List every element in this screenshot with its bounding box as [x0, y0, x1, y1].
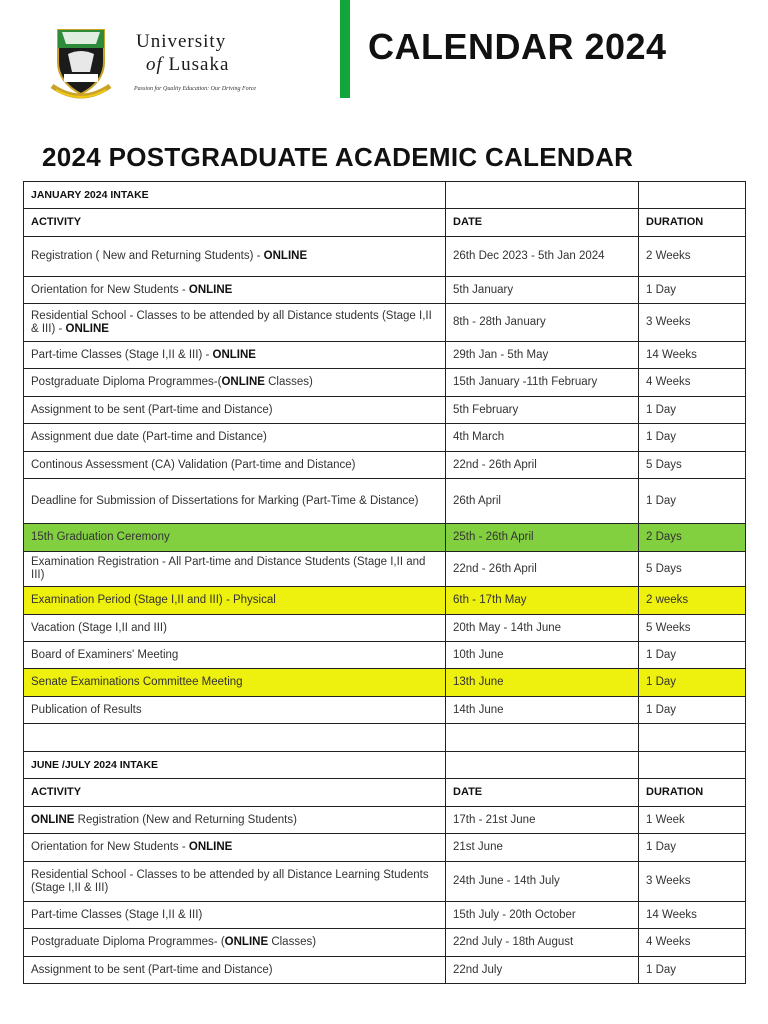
activity-text: ACTIVITY: [31, 786, 82, 798]
table-row: [24, 615, 746, 642]
table-row: [24, 524, 746, 552]
activity-cell: [24, 902, 446, 929]
activity-text: Part-time Classes (Stage I,II & III): [31, 908, 203, 921]
date-cell: 15th July - 20th October: [446, 902, 639, 929]
university-logo: [50, 24, 290, 104]
duration-cell: 1 Day: [639, 642, 746, 669]
duration-cell: 1 Day: [639, 424, 746, 452]
activity-cell: [24, 237, 446, 277]
date-cell: 20th May - 14th June: [446, 615, 639, 642]
date-cell: 10th June: [446, 642, 639, 669]
table-row: [24, 587, 746, 615]
activity-text: Examination Period (Stage I,II and III) - Physical: [31, 594, 276, 606]
duration-cell: [639, 182, 746, 209]
activity-text: Continous Assessment (CA) Validation (Part-time and Distance): [31, 458, 356, 471]
date-cell: 21st June: [446, 834, 639, 862]
date-cell: 14th June: [446, 697, 639, 724]
activity-cell: [24, 479, 446, 524]
duration-cell: 1 Day: [639, 697, 746, 724]
table-row: [24, 929, 746, 957]
online-label: ONLINE: [31, 813, 75, 826]
page-title: 2024 POSTGRADUATE ACADEMIC CALENDAR: [42, 142, 634, 172]
activity-text: Assignment to be sent (Part-time and Distance): [31, 963, 273, 976]
activity-cell: [24, 304, 446, 342]
university-name-of: of: [146, 54, 163, 75]
duration-cell: 2 Weeks: [639, 237, 746, 277]
activity-text: Residential School - Classes to be attended by all Distance students (Stage I,II & III) -: [31, 309, 432, 335]
activity-cell: [24, 209, 446, 237]
table-row: [24, 697, 746, 724]
duration-cell: DURATION: [639, 779, 746, 807]
accent-divider: [340, 0, 350, 98]
activity-text: Orientation for New Students -: [31, 841, 189, 853]
date-cell: 5th February: [446, 397, 639, 424]
date-cell: 5th January: [446, 277, 639, 304]
date-cell: 25th - 26th April: [446, 524, 639, 552]
activity-cell: [24, 397, 446, 424]
duration-cell: 5 Weeks: [639, 615, 746, 642]
date-cell: [446, 724, 639, 752]
duration-cell: 1 Day: [639, 397, 746, 424]
table-row: [24, 277, 746, 304]
online-label: ONLINE: [263, 250, 308, 262]
activity-text: Vacation (Stage I,II and III): [31, 621, 167, 634]
date-cell: 29th Jan - 5th May: [446, 342, 639, 369]
table-row: [24, 304, 746, 342]
spacer-row: [24, 724, 746, 752]
duration-cell: 1 Day: [639, 669, 746, 697]
university-crest-icon: [50, 24, 112, 100]
header-title: CALENDAR 2024: [368, 26, 667, 67]
duration-cell: 4 Weeks: [639, 369, 746, 397]
table-row: [24, 397, 746, 424]
date-cell: 24th June - 14th July: [446, 862, 639, 902]
table-row: [24, 862, 746, 902]
table-row: [24, 834, 746, 862]
activity-text-suffix: Classes): [268, 936, 317, 948]
duration-cell: 1 Day: [639, 277, 746, 304]
date-cell: 13th June: [446, 669, 639, 697]
date-cell: DATE: [446, 779, 639, 807]
online-label: ONLINE: [212, 348, 256, 361]
activity-text: Registration ( New and Returning Students) -: [31, 250, 264, 262]
date-cell: 26th April: [446, 479, 639, 524]
activity-cell: [24, 182, 446, 209]
activity-cell: [24, 524, 446, 552]
duration-cell: 2 weeks: [639, 587, 746, 615]
duration-cell: 2 Days: [639, 524, 746, 552]
activity-cell: [24, 615, 446, 642]
activity-text: Assignment due date (Part-time and Distance): [31, 431, 267, 443]
activity-text: Registration (New and Returning Students): [74, 813, 297, 826]
date-cell: 22nd July - 18th August: [446, 929, 639, 957]
duration-cell: 1 Day: [639, 479, 746, 524]
activity-cell: [24, 752, 446, 779]
date-cell: 22nd July: [446, 957, 639, 984]
online-label: ONLINE: [188, 841, 233, 853]
duration-cell: [639, 752, 746, 779]
duration-cell: 5 Days: [639, 552, 746, 587]
university-name-lusaka: Lusaka: [168, 54, 230, 75]
date-cell: 22nd - 26th April: [446, 452, 639, 479]
duration-cell: 14 Weeks: [639, 342, 746, 369]
activity-cell: [24, 342, 446, 369]
activity-cell: [24, 697, 446, 724]
table-row: [24, 552, 746, 587]
duration-cell: 1 Week: [639, 807, 746, 834]
activity-text: Part-time Classes (Stage I,II & III) -: [31, 348, 213, 361]
date-cell: DATE: [446, 209, 639, 237]
activity-cell: [24, 957, 446, 984]
university-name: [136, 32, 229, 74]
date-cell: 6th - 17th May: [446, 587, 639, 615]
activity-text: Postgraduate Diploma Programmes- (: [31, 936, 225, 948]
table-row: [24, 424, 746, 452]
activity-cell: [24, 669, 446, 697]
activity-cell: [24, 724, 446, 752]
university-name-line1: University: [136, 31, 227, 52]
online-label: ONLINE: [224, 936, 269, 948]
table-row: [24, 237, 746, 277]
table-row: [24, 807, 746, 834]
table-row: [24, 642, 746, 669]
activity-cell: [24, 369, 446, 397]
duration-cell: 5 Days: [639, 452, 746, 479]
activity-cell: [24, 552, 446, 587]
date-cell: 8th - 28th January: [446, 304, 639, 342]
activity-cell: [24, 779, 446, 807]
section-header-row: [24, 752, 746, 779]
activity-text: ACTIVITY: [31, 216, 82, 228]
duration-cell: 1 Day: [639, 957, 746, 984]
activity-text: JANUARY 2024 INTAKE: [31, 188, 149, 201]
activity-cell: [24, 587, 446, 615]
activity-text: 15th Graduation Ceremony: [31, 531, 170, 543]
activity-text: Board of Examiners' Meeting: [31, 648, 179, 661]
duration-cell: 4 Weeks: [639, 929, 746, 957]
date-cell: 17th - 21st June: [446, 807, 639, 834]
duration-cell: 14 Weeks: [639, 902, 746, 929]
duration-cell: [639, 724, 746, 752]
table-row: [24, 479, 746, 524]
activity-text: Senate Examinations Committee Meeting: [31, 676, 243, 688]
activity-text: Orientation for New Students -: [31, 283, 189, 296]
activity-text: Examination Registration - All Part-time and Distance Students (Stage I,II and III): [31, 556, 426, 581]
activity-text: Assignment to be sent (Part-time and Distance): [31, 403, 273, 416]
table-row: [24, 342, 746, 369]
column-header-row: [24, 779, 746, 807]
date-cell: 15th January -11th February: [446, 369, 639, 397]
online-label: ONLINE: [188, 283, 233, 296]
activity-text: Publication of Results: [31, 703, 142, 716]
activity-text: Residential School - Classes to be attended by all Distance Learning Students (Stage I,II & III): [31, 868, 429, 894]
activity-cell: [24, 642, 446, 669]
activity-cell: [24, 834, 446, 862]
table-row: [24, 902, 746, 929]
online-label: ONLINE: [221, 376, 265, 388]
duration-cell: 3 Weeks: [639, 304, 746, 342]
academic-calendar-table: [23, 181, 746, 984]
university-tagline: Passion for Quality Education: Our Driving Force: [134, 86, 257, 92]
table-row: [24, 369, 746, 397]
duration-cell: DURATION: [639, 209, 746, 237]
date-cell: [446, 182, 639, 209]
date-cell: 4th March: [446, 424, 639, 452]
activity-text-suffix: Classes): [264, 376, 313, 388]
activity-cell: [24, 807, 446, 834]
column-header-row: [24, 209, 746, 237]
section-header-row: [24, 182, 746, 209]
table-row: [24, 669, 746, 697]
table-row: [24, 452, 746, 479]
activity-text: JUNE /JULY 2024 INTAKE: [31, 758, 159, 771]
activity-cell: [24, 929, 446, 957]
table-row: [24, 957, 746, 984]
activity-text: Deadline for Submission of Dissertations for Marking (Part-Time & Distance): [31, 494, 419, 507]
activity-cell: [24, 424, 446, 452]
date-cell: 26th Dec 2023 - 5th Jan 2024: [446, 237, 639, 277]
online-label: ONLINE: [65, 322, 109, 335]
activity-cell: [24, 862, 446, 902]
date-cell: [446, 752, 639, 779]
date-cell: 22nd - 26th April: [446, 552, 639, 587]
activity-cell: [24, 277, 446, 304]
university-name-line2: [136, 55, 229, 74]
duration-cell: 1 Day: [639, 834, 746, 862]
duration-cell: 3 Weeks: [639, 862, 746, 902]
activity-cell: [24, 452, 446, 479]
activity-text: Postgraduate Diploma Programmes-(: [31, 376, 222, 388]
